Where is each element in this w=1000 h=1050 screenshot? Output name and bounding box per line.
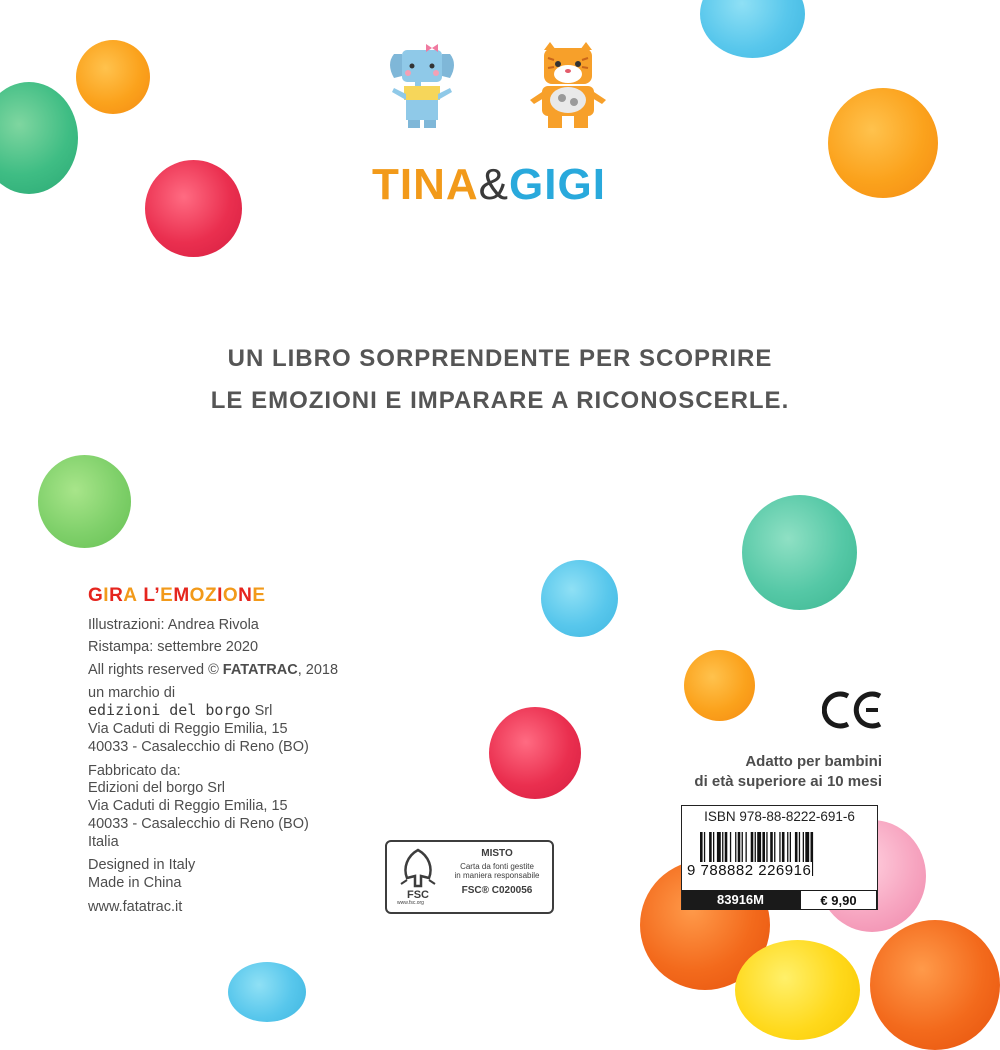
series-letter: I <box>103 585 110 606</box>
price: € 9,90 <box>800 890 877 910</box>
ce-mark-icon <box>822 690 884 730</box>
maker-country: Italia <box>88 834 119 850</box>
publisher-line <box>88 701 272 720</box>
series-letter: ’ <box>154 585 161 606</box>
logo-gigi: GIGI <box>509 160 606 209</box>
series-letter: O <box>189 585 205 606</box>
teal-ball-right <box>742 495 857 610</box>
fsc-label: MISTO <box>481 848 513 859</box>
made-in: Made in China <box>88 875 182 891</box>
orange-ball-right <box>828 88 938 198</box>
series-letter: E <box>160 585 174 606</box>
fsc-logo-text: FSC <box>407 889 429 901</box>
series-letter: E <box>252 585 266 606</box>
series-letter: N <box>238 585 253 606</box>
brand-of-label: un marchio di <box>88 685 176 701</box>
orange-ball-small <box>684 650 755 721</box>
red-ball-middle <box>489 707 581 799</box>
maker-name: Edizioni del borgo Srl <box>88 780 226 796</box>
age-notice-line-2: di età superiore ai 10 mesi <box>694 773 882 790</box>
yellow-ball-bottom <box>735 940 860 1040</box>
product-code: 83916M <box>717 892 764 907</box>
age-notice-line-1: Adatto per bambini <box>745 753 882 770</box>
isbn-number: ISBN 978-88-8222-691-6 <box>704 809 855 824</box>
series-letter: L <box>143 585 155 606</box>
publisher-name: edizioni del borgo <box>88 701 251 719</box>
price-row <box>682 890 877 910</box>
tagline-line-1: UN LIBRO SORPRENDENTE PER SCOPRIRE <box>227 345 773 372</box>
maker-address-2: 40033 - Casalecchio di Reno (BO) <box>88 816 309 832</box>
blue-ball-bottom-left <box>228 962 306 1022</box>
series-letter: O <box>222 585 239 606</box>
publisher-suffix: Srl <box>250 703 273 719</box>
publisher-address-2: 40033 - Casalecchio di Reno (BO) <box>88 739 309 755</box>
fsc-text-block <box>445 848 549 896</box>
rights-brand: FATATRAC <box>222 662 298 678</box>
fsc-certification <box>385 840 554 914</box>
characters-illustration <box>372 40 632 160</box>
fsc-description-1: Carta da fonti gestite <box>460 862 534 871</box>
made-by-label: Fabbricato da: <box>88 763 181 779</box>
elephant-icon <box>390 44 454 128</box>
designed-in: Designed in Italy <box>88 857 196 873</box>
fsc-tree-icon <box>393 846 443 906</box>
orange-ball-top-left <box>76 40 150 114</box>
series-title <box>88 585 266 607</box>
logo-ampersand: & <box>478 160 510 209</box>
website: www.fatatrac.it <box>88 899 183 915</box>
age-notice <box>694 752 882 792</box>
green-ball-left <box>0 82 78 194</box>
tiger-icon <box>530 42 606 128</box>
series-letter: I <box>217 585 223 606</box>
tina-gigi-logo <box>372 40 632 209</box>
tagline-line-2: LE EMOZIONI E IMPARARE A RICONOSCERLE. <box>210 387 790 414</box>
logo-tina: TINA <box>372 160 479 209</box>
fsc-description-2: in maniera responsabile <box>454 871 540 880</box>
blue-ball-middle <box>541 560 618 637</box>
ean-digits-text: 9 788882 226916 <box>687 862 812 879</box>
maker-address-1: Via Caduti di Reggio Emilia, 15 <box>88 798 288 814</box>
rights-prefix: All rights reserved © <box>88 662 223 678</box>
series-letter: R <box>109 585 124 606</box>
orange-ball-bottom-right <box>870 920 1000 1050</box>
blue-ball-top <box>700 0 805 58</box>
illustrations-credit: Illustrazioni: Andrea Rivola <box>88 617 259 633</box>
series-letter: Z <box>204 585 218 606</box>
red-ball-left <box>145 160 242 257</box>
series-letter: G <box>88 585 104 606</box>
reprint-date: Ristampa: settembre 2020 <box>88 639 259 655</box>
light-green-ball-left <box>38 455 131 548</box>
ean-digits <box>686 862 812 879</box>
publisher-address-1: Via Caduti di Reggio Emilia, 15 <box>88 721 288 737</box>
series-letter: A <box>123 585 138 606</box>
fsc-code: FSC® C020056 <box>461 885 533 896</box>
logo-wordmark <box>372 160 632 210</box>
fsc-site: www.fsc.org <box>397 900 424 906</box>
ce-mark-text: CE <box>822 690 824 691</box>
rights-line <box>88 661 338 679</box>
barcode-label <box>681 805 878 910</box>
rights-suffix: , 2018 <box>297 662 339 678</box>
series-letter: M <box>173 585 190 606</box>
